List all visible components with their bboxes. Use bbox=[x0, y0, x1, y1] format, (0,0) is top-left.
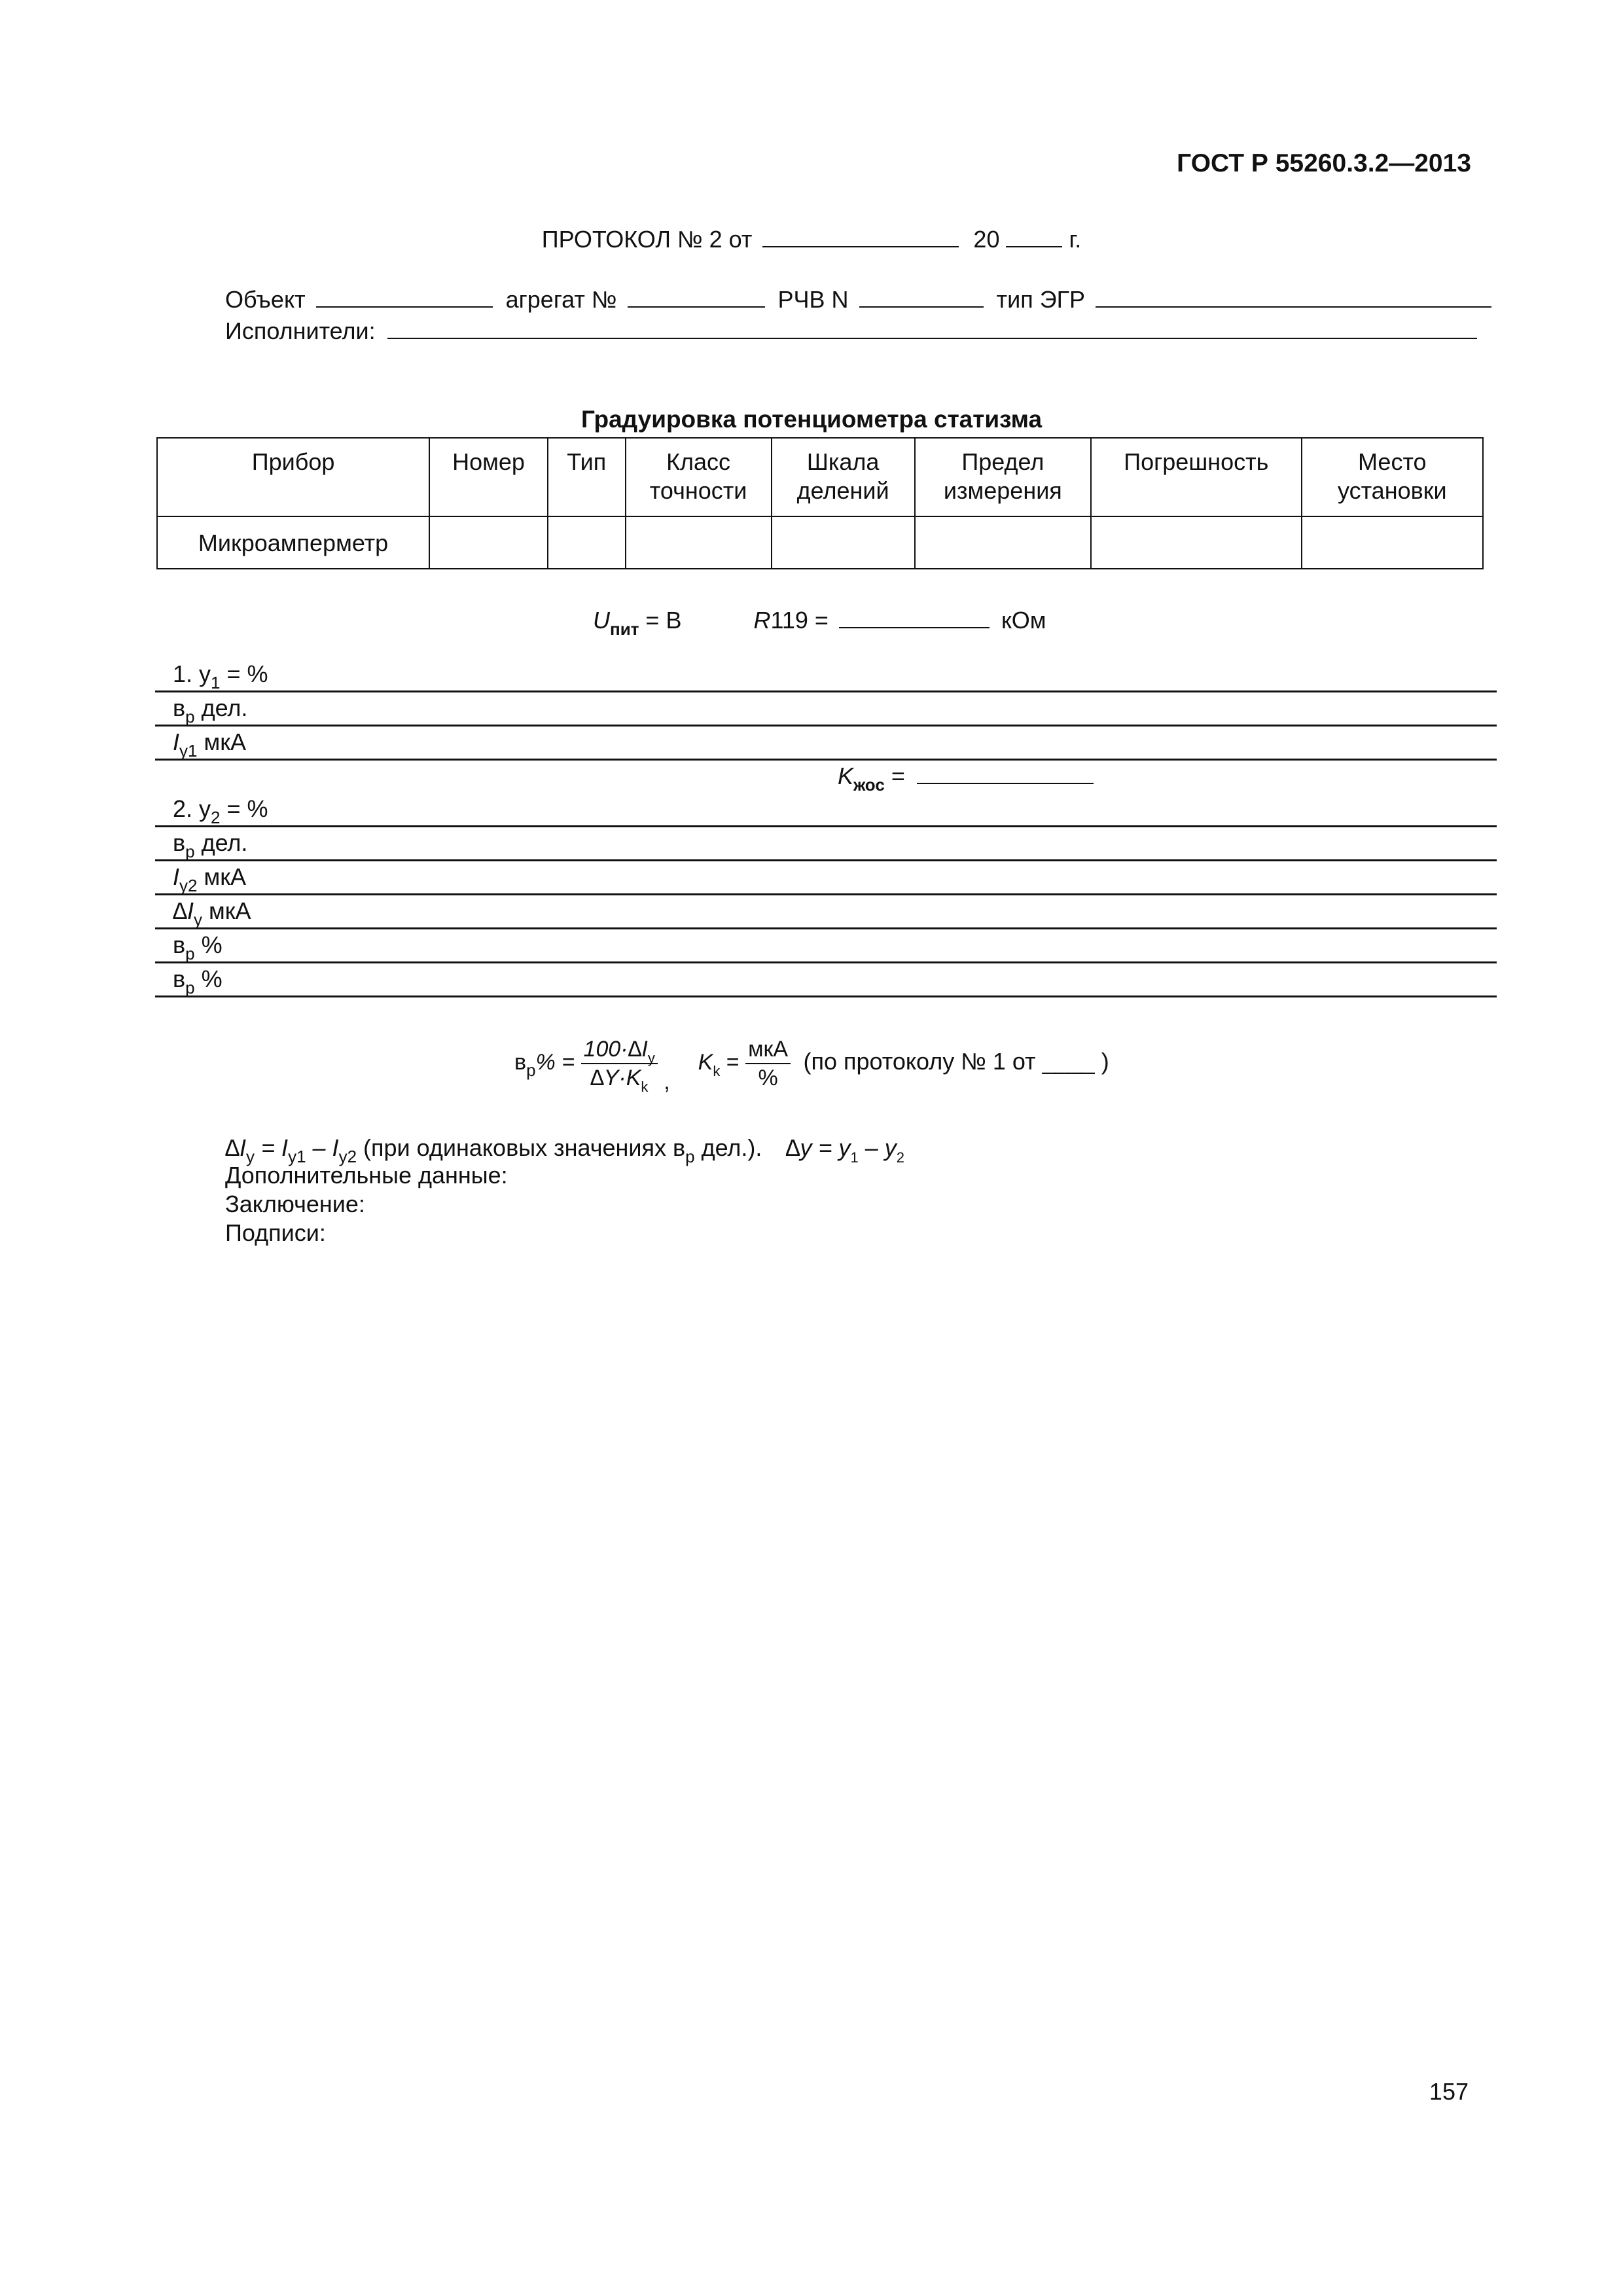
block1-rule1 bbox=[155, 691, 1497, 692]
block2-line6 bbox=[173, 965, 223, 997]
b1l2-b: дел. bbox=[194, 694, 248, 721]
protocol-year-prefix: 20 bbox=[973, 226, 1000, 253]
delta-sub2: y1 bbox=[288, 1147, 306, 1166]
delta-b: = I bbox=[255, 1134, 289, 1161]
section-title: Градуировка потенциометра статизма bbox=[580, 406, 1043, 433]
table-cell-device: Микроамперметр bbox=[157, 516, 429, 569]
r-blank[interactable] bbox=[839, 627, 990, 628]
b1l3-a: I bbox=[173, 728, 180, 755]
block1-line1 bbox=[173, 660, 268, 692]
performers-blank[interactable] bbox=[387, 338, 1477, 339]
block2-line3 bbox=[173, 863, 246, 895]
rchv-blank[interactable] bbox=[859, 306, 984, 308]
b2l6-a: в bbox=[173, 965, 186, 992]
delta-sub4: р bbox=[685, 1147, 695, 1166]
b2l6-sub: р bbox=[185, 978, 195, 997]
formula-note: (по протоколу № 1 от ____ ) bbox=[803, 1047, 1109, 1075]
signatures: Подписи: bbox=[225, 1219, 326, 1246]
b2l3-sub: y2 bbox=[179, 876, 198, 895]
formula-lhs: в bbox=[514, 1049, 527, 1075]
protocol-title bbox=[0, 228, 1623, 251]
object-blank[interactable] bbox=[316, 306, 493, 308]
formula-num-sub: y bbox=[647, 1050, 655, 1066]
supply-line bbox=[593, 607, 1046, 639]
table-header-cell: Место установки bbox=[1302, 438, 1483, 516]
b2l5-a: в bbox=[173, 931, 186, 958]
b2l2-b: дел. bbox=[194, 829, 248, 856]
table-cell[interactable] bbox=[915, 516, 1091, 569]
delta-a: ∆I bbox=[225, 1134, 247, 1161]
additional-data: Дополнительные данные: bbox=[225, 1162, 508, 1189]
table-header-cell: Класс точности bbox=[626, 438, 772, 516]
egr-label: тип ЭГР bbox=[996, 286, 1086, 313]
block2-rule6 bbox=[155, 996, 1497, 997]
block2-rule1 bbox=[155, 825, 1497, 827]
document-code: ГОСТ Р 55260.3.2—2013 bbox=[1177, 149, 1471, 177]
u-rest: = В bbox=[639, 607, 682, 634]
table-header-cell: Шкала делений bbox=[772, 438, 915, 516]
page-number: 157 bbox=[1429, 2078, 1469, 2105]
table-cell[interactable] bbox=[429, 516, 548, 569]
block1-rule3 bbox=[155, 759, 1497, 761]
protocol-year-blank[interactable] bbox=[1006, 246, 1062, 247]
formula-numerator: 100·∆I bbox=[583, 1037, 648, 1062]
kzhos-line bbox=[838, 762, 1094, 795]
formula-denominator: ∆Y·K bbox=[590, 1066, 641, 1090]
b1l1-a: 1. y bbox=[173, 660, 211, 687]
table-header-row bbox=[157, 438, 1483, 516]
b1l2-sub: р bbox=[185, 707, 195, 726]
dy-mid: – y bbox=[858, 1134, 897, 1161]
formula-k-num: мкА bbox=[745, 1038, 791, 1064]
u-symbol: U bbox=[593, 607, 610, 634]
table-cell[interactable] bbox=[772, 516, 915, 569]
b2l4-a: ∆I bbox=[173, 897, 194, 924]
formula bbox=[514, 1037, 1109, 1095]
table-header-cell: Тип bbox=[548, 438, 626, 516]
performers-line bbox=[225, 319, 1477, 343]
table-header-cell: Прибор bbox=[157, 438, 429, 516]
dy-sub1: 1 bbox=[850, 1149, 859, 1166]
formula-k-den: % bbox=[758, 1066, 778, 1090]
b2l1-sub: 2 bbox=[211, 808, 221, 827]
table-header-cell: Погрешность bbox=[1091, 438, 1302, 516]
r-rest: 119 = bbox=[770, 607, 829, 634]
block1-rule2 bbox=[155, 725, 1497, 726]
block1-line2 bbox=[173, 694, 248, 726]
table-cell[interactable] bbox=[1302, 516, 1483, 569]
u-subscript: пит bbox=[610, 619, 639, 639]
b2l1-a: 2. y bbox=[173, 795, 211, 822]
b2l6-b: % bbox=[194, 965, 223, 992]
delta-sub: y bbox=[246, 1147, 255, 1166]
table-cell[interactable] bbox=[548, 516, 626, 569]
conclusion: Заключение: bbox=[225, 1191, 365, 1217]
formula-den-sub: k bbox=[641, 1079, 649, 1095]
table-row bbox=[157, 516, 1483, 569]
delta-definition bbox=[225, 1134, 905, 1166]
formula-k-sub: k bbox=[713, 1062, 721, 1079]
block2-rule5 bbox=[155, 961, 1497, 963]
b2l3-b: мкА bbox=[197, 863, 246, 890]
kzhos-symbol: K bbox=[838, 762, 854, 789]
delta-sub3: y2 bbox=[338, 1147, 357, 1166]
b1l3-sub: y1 bbox=[179, 741, 198, 761]
b1l1-sub: 1 bbox=[211, 673, 221, 692]
b2l4-b: мкА bbox=[202, 897, 251, 924]
kzhos-blank[interactable] bbox=[917, 783, 1094, 784]
table-header-cell: Предел измерения bbox=[915, 438, 1091, 516]
block2-line2 bbox=[173, 829, 248, 861]
b2l5-sub: р bbox=[185, 944, 195, 963]
delta-c: – I bbox=[306, 1134, 339, 1161]
b1l2-a: в bbox=[173, 694, 186, 721]
formula-k-eq: = bbox=[726, 1049, 740, 1075]
block2-line1 bbox=[173, 795, 268, 827]
block2-line4 bbox=[173, 897, 251, 929]
r-unit: кОм bbox=[1001, 607, 1046, 634]
protocol-prefix: ПРОТОКОЛ № 2 от bbox=[541, 226, 753, 253]
table-cell[interactable] bbox=[626, 516, 772, 569]
delta-e: дел.). bbox=[694, 1134, 762, 1161]
b2l5-b: % bbox=[194, 931, 223, 958]
calibration-table bbox=[156, 437, 1484, 569]
b2l4-sub: y bbox=[194, 910, 203, 929]
protocol-date-blank[interactable] bbox=[762, 246, 959, 247]
r-symbol: R bbox=[753, 607, 771, 634]
b2l3-a: I bbox=[173, 863, 180, 890]
table-cell[interactable] bbox=[1091, 516, 1302, 569]
unit-blank[interactable] bbox=[628, 306, 765, 308]
protocol-year-suffix: г. bbox=[1069, 226, 1082, 253]
b2l1-b: = % bbox=[220, 795, 268, 822]
block2-rule4 bbox=[155, 927, 1497, 929]
object-line bbox=[225, 288, 1491, 312]
b1l3-b: мкА bbox=[197, 728, 246, 755]
block2-rule2 bbox=[155, 859, 1497, 861]
unit-label: агрегат № bbox=[505, 286, 617, 313]
block2-rule3 bbox=[155, 893, 1497, 895]
formula-k: K bbox=[698, 1049, 713, 1075]
b2l2-sub: р bbox=[185, 842, 195, 861]
block2-line5 bbox=[173, 931, 223, 963]
dy-sub2: 2 bbox=[896, 1149, 905, 1166]
formula-lhs-rest: % = bbox=[535, 1049, 575, 1075]
formula-fraction bbox=[581, 1037, 658, 1095]
dy-a: ∆y = y bbox=[785, 1134, 851, 1161]
formula-lhs-sub: р bbox=[526, 1060, 536, 1080]
formula-comma: , bbox=[664, 1069, 670, 1094]
rchv-label: РЧВ N bbox=[777, 286, 849, 313]
b1l1-b: = % bbox=[220, 660, 268, 687]
formula-k-fraction bbox=[745, 1038, 791, 1089]
kzhos-subscript: жос bbox=[853, 775, 885, 795]
block1-line3 bbox=[173, 728, 246, 761]
b2l2-a: в bbox=[173, 829, 186, 856]
performers-label: Исполнители: bbox=[225, 317, 376, 344]
egr-blank[interactable] bbox=[1096, 306, 1491, 308]
object-label: Объект bbox=[225, 286, 306, 313]
table-header-cell: Номер bbox=[429, 438, 548, 516]
delta-d: (при одинаковых значениях в bbox=[357, 1134, 686, 1161]
kzhos-eq: = bbox=[884, 762, 905, 789]
